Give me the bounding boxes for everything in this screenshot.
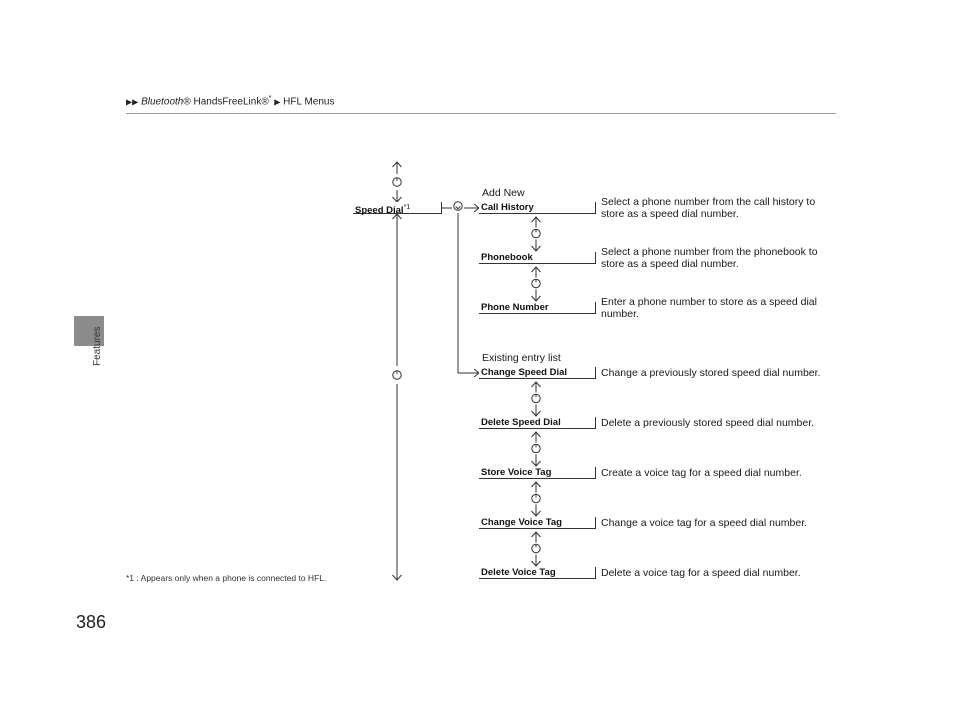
knob-icon [393, 178, 401, 186]
knob-icon [532, 394, 540, 402]
menu-phonebook: Phonebook [479, 252, 596, 264]
menu-store-voice-tag: Store Voice Tag [479, 467, 596, 479]
section-tab-label: Features [92, 326, 103, 366]
menu-change-speed-dial: Change Speed Dial [479, 367, 596, 379]
breadcrumb-bluetooth: Bluetooth [141, 96, 184, 108]
menu-delete-voice-tag: Delete Voice Tag [479, 567, 596, 579]
menu-phone-number: Phone Number [479, 302, 596, 314]
menu-description: Create a voice tag for a speed dial number. [601, 467, 802, 479]
breadcrumb-hfl-menus: HFL Menus [283, 96, 335, 108]
knob-icon [532, 444, 540, 452]
connector-1-2 [532, 267, 541, 301]
connector-5-6 [532, 482, 541, 516]
menu-description: Delete a previously stored speed dial number. [601, 417, 815, 429]
breadcrumb-handsfreelink: ® HandsFreeLink® [183, 96, 269, 108]
connector-0-1 [532, 217, 541, 251]
menu-description: Change a previously stored speed dial number. [601, 367, 821, 379]
branch-label-existing: Existing entry list [482, 352, 561, 364]
menu-description: Select a phone number from the phonebook to store as a speed dial number. [601, 246, 818, 270]
page-number: 386 [76, 612, 107, 632]
menu-delete-speed-dial: Delete Speed Dial [479, 417, 596, 429]
menu-description: Select a phone number from the call history to store as a speed dial number. [601, 196, 816, 220]
knob-icon [532, 494, 540, 502]
menu-call-history: Call History [479, 202, 596, 214]
knob-press-icon [454, 202, 462, 210]
triangle-right-icon: ▶ [274, 97, 281, 107]
connector-6-7 [532, 532, 541, 566]
branch-label-add-new: Add New [482, 187, 525, 199]
menu-description: Change a voice tag for a speed dial number. [601, 517, 808, 529]
menu-speed-dial-footnote-ref: *1 [403, 204, 411, 211]
breadcrumb-sup: * [268, 95, 272, 102]
footnote: *1 : Appears only when a phone is connected to HFL. [126, 573, 327, 583]
menu-description: Delete a voice tag for a speed dial number. [601, 567, 801, 579]
menu-speed-dial-label: Speed Dial [355, 205, 404, 217]
menu-change-voice-tag: Change Voice Tag [479, 517, 596, 529]
triangle-right-icon: ▶▶ [126, 97, 139, 107]
menu-description: Enter a phone number to store as a speed dial number. [601, 296, 817, 320]
connector-4-5 [532, 432, 541, 466]
connector-3-4 [532, 382, 541, 416]
knob-icon [532, 544, 540, 552]
menu-speed-dial [353, 202, 442, 217]
knob-icon [393, 371, 401, 379]
knob-icon [532, 279, 540, 287]
knob-icon [532, 229, 540, 237]
